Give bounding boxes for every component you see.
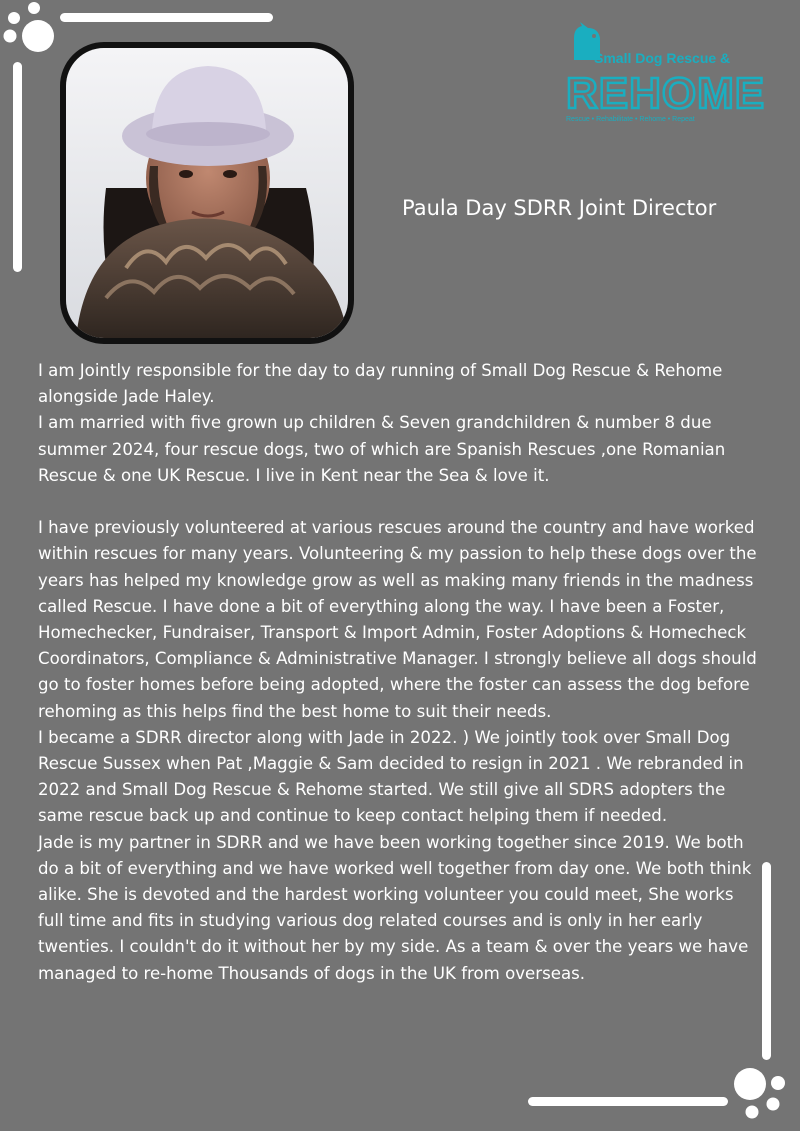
decorative-bar-top bbox=[60, 13, 273, 22]
paragraph-spacer bbox=[38, 489, 762, 515]
decorative-bar-left bbox=[13, 62, 22, 272]
bio-paragraph: I am married with five grown up children & Seven grandchildren & number 8 due summer 2024, four rescue dogs, two of which are Spanish Rescues ,one Romanian Rescue & one UK Rescue. I live in Kent near the Sea & love it. bbox=[38, 413, 726, 485]
logo-title: Small Dog Rescue & bbox=[594, 50, 731, 66]
logo-tagline: Rescue • Rehabilitate • Rehome • Repeat bbox=[566, 116, 695, 123]
biography-text bbox=[38, 358, 762, 987]
profile-photo bbox=[60, 42, 354, 344]
paw-print-icon bbox=[0, 0, 60, 60]
decorative-bar-right bbox=[762, 862, 771, 1060]
bio-paragraph: I became a SDRR director along with Jade in 2022. ) We jointly took over Small Dog Rescue Sussex when Pat ,Maggie & Sam decided to resign in 2021 . We rebranded in 2022 and Small Dog Rescue & Rehome started. We still give all SDRS adopters the same rescue back up and continue to keep contact helping them if needed. bbox=[38, 727, 744, 826]
bio-paragraph: I am Jointly responsible for the day to day running of Small Dog Rescue & Rehome alongside Jade Haley. bbox=[38, 361, 723, 407]
decorative-bar-bottom bbox=[528, 1097, 728, 1106]
logo-wordmark: REHOME bbox=[566, 69, 766, 118]
sdrr-logo bbox=[562, 20, 766, 126]
photo-caption: Paula Day SDRR Joint Director bbox=[402, 196, 717, 220]
bio-paragraph: Jade is my partner in SDRR and we have been working together since 2019. We both do a bit of everything and we have worked well together from day one. We both think alike. She is devoted and the hardest working volunteer you could meet, She works full time and fits in studying various dog related courses and is only in her early twenties. I couldn't do it without her by my side. As a team & over the years we have managed to re-home Thousands of dogs in the UK from overseas. bbox=[38, 832, 752, 983]
paw-print-icon bbox=[728, 1063, 788, 1121]
bio-paragraph: I have previously volunteered at various rescues around the country and have worked within rescues for many years. Volunteering & my passion to help these dogs over the years has helped my knowledge grow as well as making many friends in the madness called Rescue. I have done a bit of everything along the way. I have been a Foster, Homechecker, Fundraiser, Transport & Import Admin, Foster Adoptions & Homecheck Coordinators, Compliance & Administrative Manager. I strongly believe all dogs should go to foster homes before being adopted, where the foster can assess the dog before rehoming as this helps find the best home to suit their needs. bbox=[38, 518, 757, 721]
